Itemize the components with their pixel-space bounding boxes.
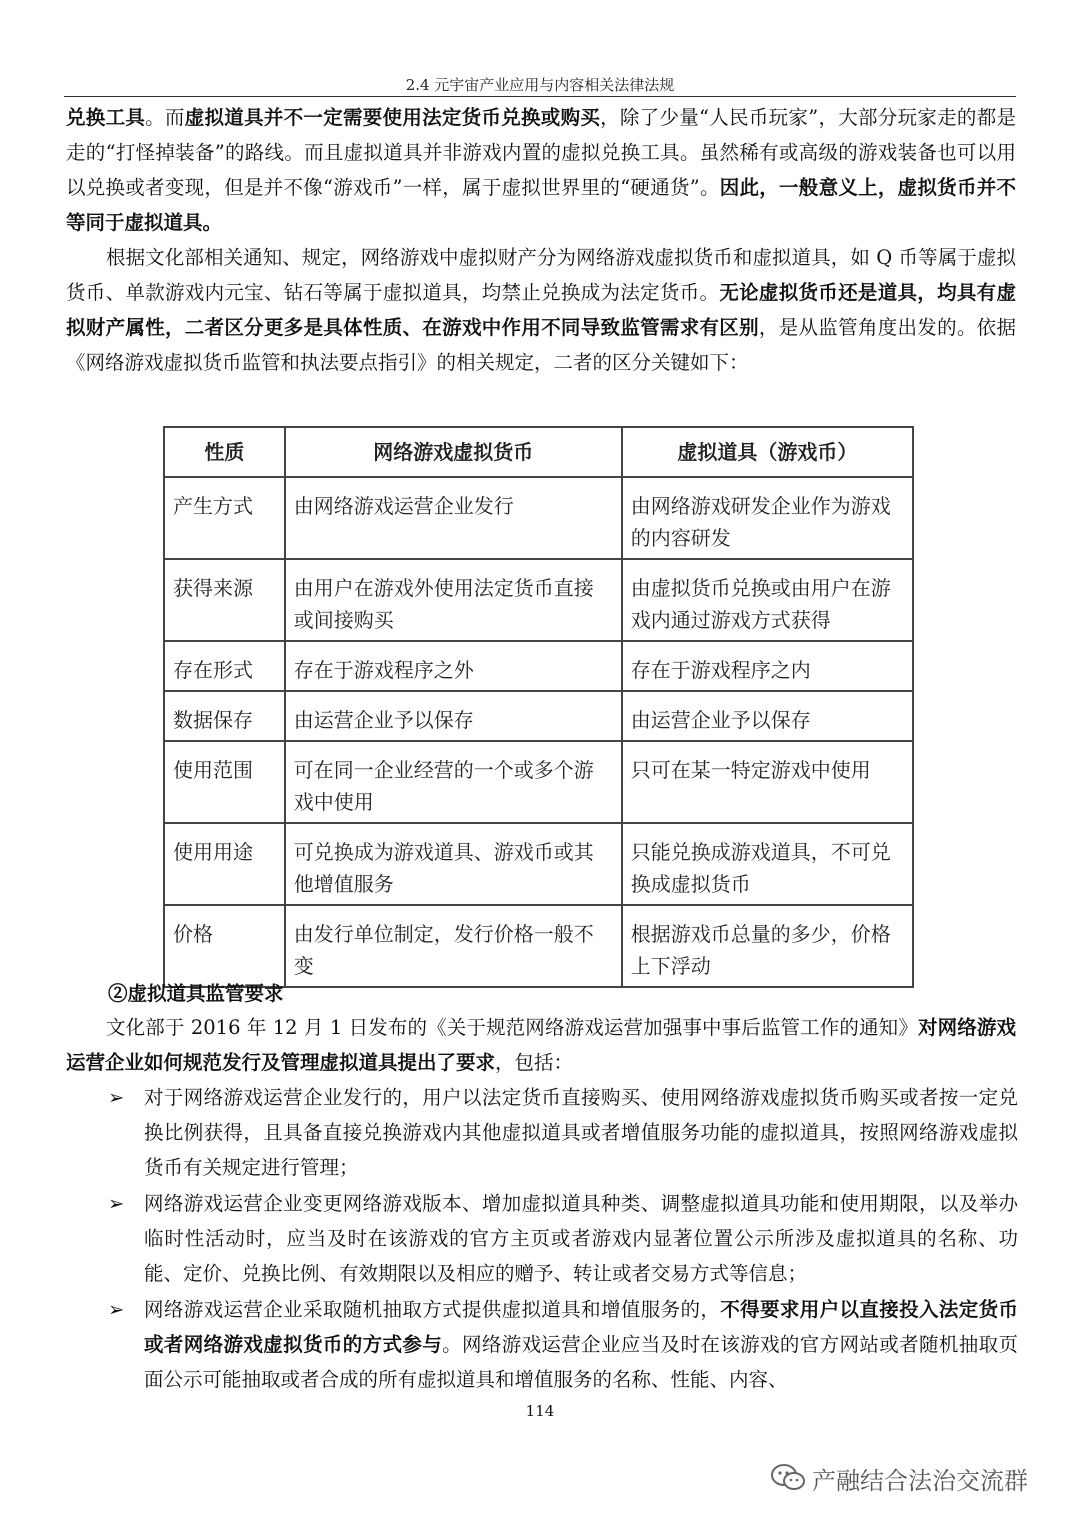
watermark-text: 产融结合法治交流群: [812, 1466, 1028, 1495]
table-cell: 由运营企业予以保存: [622, 691, 913, 741]
table-cell: 由网络游戏运营企业发行: [285, 477, 622, 559]
bold-text: 因此，一般意义上，虚拟货币并不等同于虚拟道具。: [66, 176, 1016, 234]
table-cell: 只可在某一特定游戏中使用: [622, 741, 913, 823]
paragraph-3: [66, 1010, 1016, 1080]
table-cell: 由运营企业予以保存: [285, 691, 622, 741]
table-cell: 由发行单位制定，发行价格一般不变: [285, 905, 622, 987]
paragraph-2: [66, 240, 1016, 380]
table-header-cell: 网络游戏虚拟货币: [285, 427, 622, 477]
table-header-cell: 虚拟道具（游戏币）: [622, 427, 913, 477]
body-text: ，除了少量“人民币玩家”，大部分玩家走的都是走的“打怪掉装备”的路线。而且虚拟道具并非游戏内置的虚拟兑换工具。虽然稀有或高级的游戏装备也可以用以兑换或者变现，但是并不像“游戏币”一样，属于虚拟世界里的“硬通货”。: [66, 106, 1016, 199]
table-row: [164, 641, 913, 691]
table-row: [164, 477, 913, 559]
body-text: 。网络游戏运营企业应当及时在该游戏的官方网站或者随机抽取页面公示可能抽取或者合成的所有虚拟道具和增值服务的名称、性能、内容、: [144, 1333, 1018, 1391]
bullet-text: 对于网络游戏运营企业发行的，用户以法定货币直接购买、使用网络游戏虚拟货币购买或者按一定兑换比例获得，且具备直接兑换游戏内其他虚拟道具或者增值服务功能的虚拟道具，按照网络游戏虚拟货币有关规定进行管理；: [144, 1086, 1018, 1179]
body-text: 网络游戏运营企业采取随机抽取方式提供虚拟道具和增值服务的，: [144, 1298, 721, 1321]
table-cell: 可兑换成为游戏道具、游戏币或其他增值服务: [285, 823, 622, 905]
body-text: 文化部于 2016 年 12 月 1 日发布的《关于规范网络游戏运营加强事中事后监管工作的通知》: [106, 1016, 918, 1039]
paragraph-1: [66, 100, 1016, 240]
arrow-bullet-icon: ➢: [108, 1086, 125, 1109]
table-cell: 价格: [164, 905, 285, 987]
table-header-cell: 性质: [164, 427, 285, 477]
table-cell: 使用范围: [164, 741, 285, 823]
section-subheading: ②虚拟道具监管要求: [108, 982, 284, 1005]
table-row: [164, 905, 913, 987]
table-cell: 存在于游戏程序之内: [622, 641, 913, 691]
arrow-bullet-icon: ➢: [108, 1192, 125, 1215]
bold-text: 对网络游戏运营企业如何规范发行及管理虚拟道具提出了要求: [66, 1016, 1016, 1074]
table-row: [164, 741, 913, 823]
bold-text: 无论虚拟货币还是道具，均具有虚拟财产属性，二者区分更多是具体性质、在游戏中作用不同导致监管需求有区别: [66, 281, 1016, 339]
comparison-table: [163, 426, 914, 988]
bullet-text: [144, 1292, 1018, 1397]
body-text: 根据文化部相关通知、规定，网络游戏中虚拟财产分为网络游戏虚拟货币和虚拟道具，如 Q 币等属于虚拟货币、单款游戏内元宝、钻石等属于虚拟道具，均禁止兑换成为法定货币。: [66, 246, 1016, 304]
bold-text: 兑换工具: [66, 106, 146, 129]
body-text: ，包括：: [495, 1051, 574, 1074]
page-number: 114: [525, 1402, 555, 1420]
watermark: [770, 1458, 1028, 1498]
running-header: 2.4 元宇宙产业应用与内容相关法律法规: [405, 76, 675, 94]
table-cell: 可在同一企业经营的一个或多个游戏中使用: [285, 741, 622, 823]
body-text: 。而: [145, 106, 185, 129]
table-cell: 使用用途: [164, 823, 285, 905]
table-row: [164, 823, 913, 905]
table-cell: 数据保存: [164, 691, 285, 741]
bold-text: 不得要求用户以直接投入法定货币或者网络游戏虚拟货币的方式参与: [144, 1298, 1018, 1356]
wechat-icon: [770, 1463, 806, 1493]
table-cell: 根据游戏币总量的多少，价格上下浮动: [622, 905, 913, 987]
header-divider: [64, 96, 1016, 97]
table-cell: 存在于游戏程序之外: [285, 641, 622, 691]
bold-text: 虚拟道具并不一定需要使用法定货币兑换或购买: [184, 106, 601, 129]
table-cell: 获得来源: [164, 559, 285, 641]
arrow-bullet-icon: ➢: [108, 1298, 125, 1321]
table-cell: 存在形式: [164, 641, 285, 691]
table-cell: 只能兑换成游戏道具，不可兑换成虚拟货币: [622, 823, 913, 905]
body-text: ，是从监管角度出发的。依据《网络游戏虚拟货币监管和执法要点指引》的相关规定，二者的区分关键如下：: [66, 316, 1016, 374]
table-cell: 由用户在游戏外使用法定货币直接或间接购买: [285, 559, 622, 641]
table-header-row: [164, 427, 913, 477]
table-cell: 由虚拟货币兑换或由用户在游戏内通过游戏方式获得: [622, 559, 913, 641]
table-row: [164, 559, 913, 641]
table-cell: 由网络游戏研发企业作为游戏的内容研发: [622, 477, 913, 559]
bullet-text: 网络游戏运营企业变更网络游戏版本、增加虚拟道具种类、调整虚拟道具功能和使用期限，以及举办临时性活动时，应当及时在该游戏的官方主页或者游戏内显著位置公示所涉及虚拟道具的名称、功能、定价、兑换比例、有效期限以及相应的赠予、转让或者交易方式等信息；: [144, 1192, 1018, 1285]
table-cell: 产生方式: [164, 477, 285, 559]
table-row: [164, 691, 913, 741]
